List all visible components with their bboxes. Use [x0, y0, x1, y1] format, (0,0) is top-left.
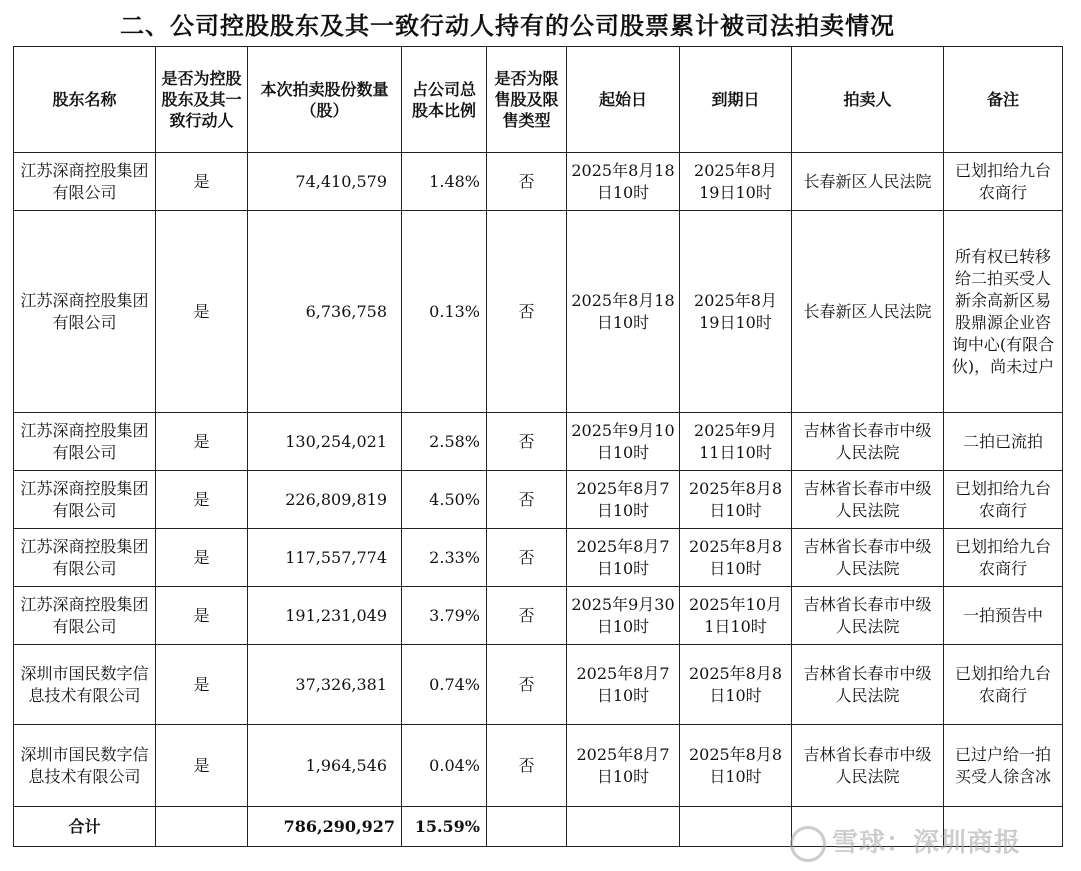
header-note: 备注 [944, 47, 1063, 153]
cell-note: 已划扣给九台农商行 [944, 645, 1063, 725]
table-row [14, 413, 1063, 471]
cell-end: 2025年8月8日10时 [680, 725, 792, 807]
header-shareholder-name: 股东名称 [14, 47, 156, 153]
table-row [14, 211, 1063, 413]
watermark-text: 雪球：深圳商报 [832, 828, 1022, 858]
cell-name: 江苏深商控股集团有限公司 [14, 587, 156, 645]
header-shares: 本次拍卖股份数量（股） [248, 47, 402, 153]
cell-note: 已划扣给九台农商行 [944, 153, 1063, 211]
cell-note: 所有权已转移给二拍买受人新余高新区易股鼎源企业咨询中心(有限合伙)，尚未过户 [944, 211, 1063, 413]
cell-is-holder: 是 [156, 587, 248, 645]
cell-name: 深圳市国民数字信息技术有限公司 [14, 725, 156, 807]
cell-restricted: 否 [487, 413, 567, 471]
cell-shares: 130,254,021 [248, 413, 402, 471]
cell-end: 2025年10月1日10时 [680, 587, 792, 645]
cell-shares: 191,231,049 [248, 587, 402, 645]
cell-name: 江苏深商控股集团有限公司 [14, 413, 156, 471]
header-restricted: 是否为限售股及限售类型 [487, 47, 567, 153]
cell-restricted: 否 [487, 153, 567, 211]
cell-start: 2025年8月7日10时 [567, 645, 680, 725]
cell-restricted: 否 [487, 587, 567, 645]
cell-start: 2025年8月7日10时 [567, 471, 680, 529]
cell-start: 2025年9月30日10时 [567, 587, 680, 645]
cell-is-holder: 是 [156, 645, 248, 725]
cell-restricted: 否 [487, 471, 567, 529]
cell-shares: 37,326,381 [248, 645, 402, 725]
auction-table [13, 46, 1063, 847]
cell-ratio: 0.13% [402, 211, 487, 413]
cell-note: 一拍预告中 [944, 587, 1063, 645]
header-auctioneer: 拍卖人 [792, 47, 944, 153]
document-title: 二、公司控股股东及其一致行动人持有的公司股票累计被司法拍卖情况 [120, 12, 895, 40]
total-empty-cell [567, 807, 680, 847]
total-shares: 786,290,927 [248, 807, 402, 847]
cell-is-holder: 是 [156, 529, 248, 587]
cell-ratio: 3.79% [402, 587, 487, 645]
cell-is-holder: 是 [156, 413, 248, 471]
cell-end: 2025年8月8日10时 [680, 529, 792, 587]
total-empty-cell [680, 807, 792, 847]
table-row [14, 153, 1063, 211]
cell-name: 江苏深商控股集团有限公司 [14, 471, 156, 529]
cell-start: 2025年8月18日10时 [567, 211, 680, 413]
total-label: 合计 [14, 807, 156, 847]
total-ratio: 15.59% [402, 807, 487, 847]
table-row [14, 725, 1063, 807]
cell-end: 2025年8月8日10时 [680, 645, 792, 725]
cell-name: 江苏深商控股集团有限公司 [14, 153, 156, 211]
cell-auctioneer: 长春新区人民法院 [792, 211, 944, 413]
cell-note: 已划扣给九台农商行 [944, 529, 1063, 587]
header-is-holder: 是否为控股股东及其一致行动人 [156, 47, 248, 153]
cell-start: 2025年8月7日10时 [567, 725, 680, 807]
cell-end: 2025年9月11日10时 [680, 413, 792, 471]
total-empty-cell [156, 807, 248, 847]
cell-end: 2025年8月8日10时 [680, 471, 792, 529]
cell-ratio: 0.04% [402, 725, 487, 807]
total-empty-cell [487, 807, 567, 847]
cell-note: 已划扣给九台农商行 [944, 471, 1063, 529]
cell-note: 二拍已流拍 [944, 413, 1063, 471]
table-row [14, 471, 1063, 529]
cell-is-holder: 是 [156, 211, 248, 413]
table-row [14, 645, 1063, 725]
table-row [14, 587, 1063, 645]
header-row [14, 47, 1063, 153]
cell-start: 2025年8月7日10时 [567, 529, 680, 587]
table-body [14, 153, 1063, 847]
cell-start: 2025年9月10日10时 [567, 413, 680, 471]
cell-ratio: 2.33% [402, 529, 487, 587]
cell-is-holder: 是 [156, 471, 248, 529]
cell-is-holder: 是 [156, 153, 248, 211]
cell-ratio: 0.74% [402, 645, 487, 725]
cell-restricted: 否 [487, 211, 567, 413]
cell-auctioneer: 长春新区人民法院 [792, 153, 944, 211]
cell-name: 深圳市国民数字信息技术有限公司 [14, 645, 156, 725]
cell-shares: 117,557,774 [248, 529, 402, 587]
cell-is-holder: 是 [156, 725, 248, 807]
cell-note: 已过户给一拍买受人徐含冰 [944, 725, 1063, 807]
cell-restricted: 否 [487, 725, 567, 807]
watermark [790, 822, 1021, 862]
table-row [14, 529, 1063, 587]
header-start-date: 起始日 [567, 47, 680, 153]
cell-end: 2025年8月19日10时 [680, 153, 792, 211]
cell-auctioneer: 吉林省长春市中级人民法院 [792, 471, 944, 529]
cell-restricted: 否 [487, 645, 567, 725]
header-end-date: 到期日 [680, 47, 792, 153]
cell-ratio: 2.58% [402, 413, 487, 471]
cell-restricted: 否 [487, 529, 567, 587]
cell-auctioneer: 吉林省长春市中级人民法院 [792, 645, 944, 725]
header-ratio: 占公司总股本比例 [402, 47, 487, 153]
cell-shares: 74,410,579 [248, 153, 402, 211]
cell-auctioneer: 吉林省长春市中级人民法院 [792, 587, 944, 645]
cell-shares: 6,736,758 [248, 211, 402, 413]
snowball-logo-icon [790, 826, 826, 862]
cell-auctioneer: 吉林省长春市中级人民法院 [792, 725, 944, 807]
cell-shares: 226,809,819 [248, 471, 402, 529]
cell-ratio: 1.48% [402, 153, 487, 211]
cell-name: 江苏深商控股集团有限公司 [14, 211, 156, 413]
cell-end: 2025年8月19日10时 [680, 211, 792, 413]
cell-shares: 1,964,546 [248, 725, 402, 807]
cell-name: 江苏深商控股集团有限公司 [14, 529, 156, 587]
cell-auctioneer: 吉林省长春市中级人民法院 [792, 529, 944, 587]
cell-ratio: 4.50% [402, 471, 487, 529]
cell-auctioneer: 吉林省长春市中级人民法院 [792, 413, 944, 471]
cell-start: 2025年8月18日10时 [567, 153, 680, 211]
